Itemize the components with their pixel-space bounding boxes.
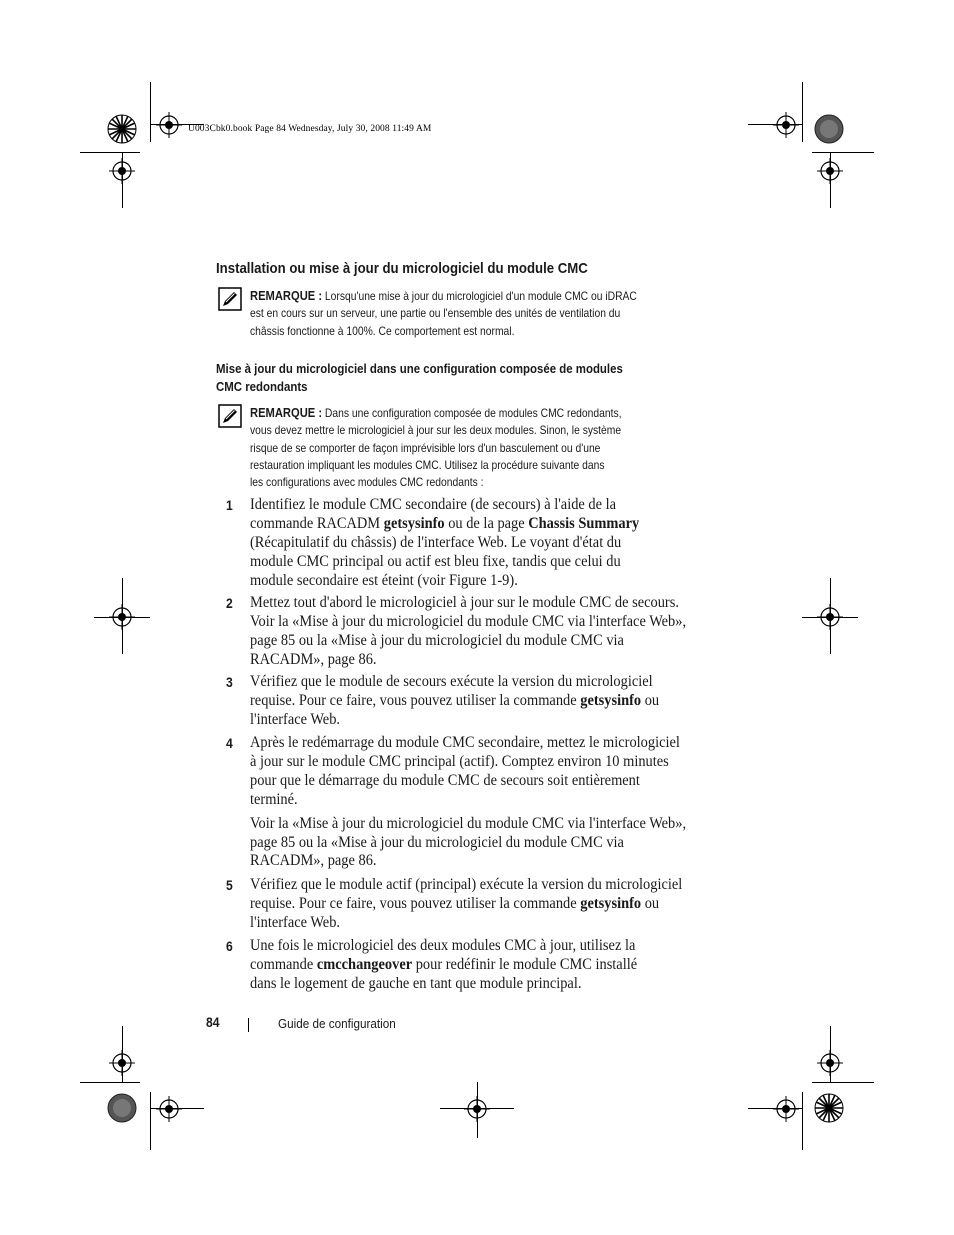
step-text-line: Voir la «Mise à jour du micrologiciel du module CMC via l'interface Web», (250, 612, 687, 630)
step-text-line: page 85 ou la «Mise à jour du micrologiciel du module CMC via (250, 631, 624, 649)
step-text-line: commande RACADM getsysinfo ou de la page Chassis Summary (250, 514, 640, 532)
step-text-line: RACADM», page 86. (250, 650, 377, 668)
step-text-line: à jour sur le module CMC principal (actif). Comptez environ 10 minutes (250, 752, 669, 770)
step-number: 2 (226, 596, 233, 611)
step-text-line: l'interface Web. (250, 710, 341, 728)
registration-mark-icon (109, 604, 135, 630)
chapter-title: Guide de configuration (278, 1016, 396, 1031)
subsection-title-line: Mise à jour du micrologiciel dans une configuration composée de modules (216, 361, 623, 376)
grey-target-icon (814, 114, 844, 144)
step-number: 5 (226, 878, 233, 893)
step-text-line: module CMC principal ou actif est bleu fixe, tandis que celui du (250, 552, 621, 570)
step-text-line: Voir la «Mise à jour du micrologiciel du module CMC via l'interface Web», (250, 814, 687, 832)
step-text-line: requise. Pour ce faire, vous pouvez utiliser la commande getsysinfo ou (250, 894, 660, 912)
step-text-line: Identifiez le module CMC secondaire (de secours) à l'aide de la (250, 496, 617, 513)
step-text-line: Vérifiez que le module actif (principal) exécute la version du micrologiciel (250, 876, 683, 893)
note-text-line: les configurations avec modules CMC redondants : (250, 475, 484, 490)
starburst-target-icon (107, 114, 137, 144)
registration-mark-icon (773, 112, 799, 138)
registration-mark-icon (464, 1096, 490, 1122)
step-text-line: Après le redémarrage du module CMC secondaire, mettez le micrologiciel (250, 734, 680, 751)
note-text-line: est en cours sur un serveur, une partie ou l'ensemble des unités de ventilation du (250, 306, 621, 321)
subsection-title-line: CMC redondants (216, 379, 308, 394)
page-number: 84 (206, 1015, 220, 1030)
note-box (218, 287, 718, 347)
step-text-line: Une fois le micrologiciel des deux modules CMC à jour, utilisez la (250, 937, 636, 954)
note-text-line: risque de se comporter de façon imprévisible lors d'un basculement ou d'une (250, 440, 601, 455)
command-name: getsysinfo (580, 691, 642, 709)
step-number: 3 (226, 675, 233, 690)
subsection-title (216, 360, 623, 396)
page-name: Chassis Summary (528, 514, 640, 532)
note-text-line: restauration impliquant les modules CMC. Utilisez la procédure suivante dans (250, 457, 605, 472)
command-name: getsysinfo (383, 514, 445, 532)
registration-mark-icon (817, 158, 843, 184)
registration-mark-icon (109, 158, 135, 184)
command-name: getsysinfo (580, 894, 642, 912)
step-text-line: requise. Pour ce faire, vous pouvez utiliser la commande getsysinfo ou (250, 691, 660, 709)
step-text-line: commande cmcchangeover pour redéfinir le module CMC installé (250, 955, 638, 973)
step-text-line: dans le logement de gauche en tant que module principal. (250, 974, 582, 992)
step-text-line: Vérifiez que le module de secours exécute la version du micrologiciel (250, 673, 653, 690)
step-text-line: page 85 ou la «Mise à jour du micrologiciel du module CMC via (250, 833, 624, 851)
starburst-target-icon (814, 1093, 844, 1123)
pencil-note-icon (218, 287, 242, 311)
command-name: cmcchangeover (316, 955, 413, 973)
note-label: REMARQUE : (250, 288, 323, 303)
registration-mark-icon (109, 1050, 135, 1076)
registration-mark-icon (773, 1096, 799, 1122)
note-label: REMARQUE : (250, 405, 323, 420)
grey-target-icon (107, 1093, 137, 1123)
section-title: Installation ou mise à jour du micrologiciel du module CMC (216, 260, 588, 277)
step-text-line: module secondaire est éteint (voir Figure 1-9). (250, 571, 518, 589)
step-text-line: Mettez tout d'abord le micrologiciel à jour sur le module CMC de secours. (250, 594, 679, 611)
book-header: U003Cbk0.book Page 84 Wednesday, July 30, 2008 11:49 AM (188, 124, 432, 134)
step-number: 1 (226, 498, 233, 513)
step-number: 4 (226, 736, 233, 751)
footer-divider (248, 1018, 249, 1032)
registration-mark-icon (156, 112, 182, 138)
step-number: 6 (226, 939, 233, 954)
step-text-line: (Récapitulatif du châssis) de l'interface Web. Le voyant d'état du (250, 533, 622, 551)
registration-mark-icon (817, 604, 843, 630)
registration-mark-icon (817, 1050, 843, 1076)
note-text-line: Lorsqu'une mise à jour du micrologiciel d'un module CMC ou iDRAC (324, 289, 637, 303)
step-text-line: l'interface Web. (250, 913, 341, 931)
note-text-line: vous devez mettre le micrologiciel à jour sur les deux modules. Sinon, le système (250, 423, 622, 438)
note-box (218, 404, 718, 496)
pencil-note-icon (218, 404, 242, 428)
step-text-line: pour que le démarrage du module CMC de secours soit entièrement (250, 771, 640, 789)
note-text-line: Dans une configuration composée de modules CMC redondants, (324, 406, 622, 420)
step-text-line: RACADM», page 86. (250, 852, 377, 870)
registration-mark-icon (156, 1096, 182, 1122)
step-text-line: terminé. (250, 790, 298, 808)
note-text-line: châssis fonctionne à 100%. Ce comportement est normal. (250, 323, 515, 338)
